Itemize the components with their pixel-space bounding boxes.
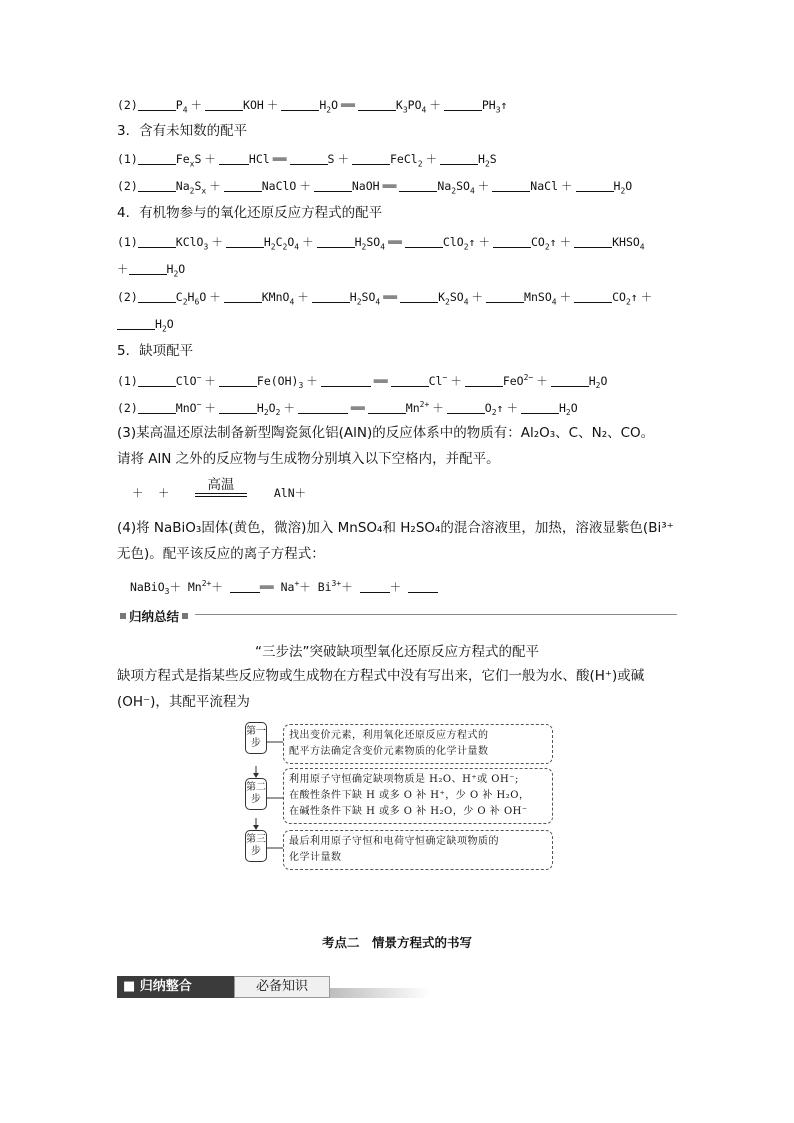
blank[interactable] [368,400,406,414]
three-step-flowchart [245,718,550,873]
equation-label: (2) [117,179,138,193]
summary-tag: 归纳总结 [117,607,195,625]
product-aln: AlN＋ [273,486,307,500]
blank[interactable] [465,373,503,387]
blank[interactable] [360,579,390,593]
method-paragraph-line1: 缺项方程式是指某些反应物或生成物在方程式中没有写出来，它们一般为水、酸(H⁺)或碱 [117,668,645,684]
band-light-label: 必备知识 [234,976,330,998]
equation-c2h6o: (2) $C_2H_6O$ ＋ KMnO$_4$ ＋ $H_2SO_4$ ══ $K_2SO_4$ ＋ MnSO$_4$ ＋ $CO_2↑$ ＋ [117,290,653,307]
blank[interactable] [205,97,243,111]
blank[interactable] [138,400,176,414]
equation-label: (1) [117,152,138,166]
step-3-box: 最后利用原子守恒和电荷守恒确定缺项物质的 化学计量数 [283,830,553,870]
blank[interactable] [224,289,262,303]
blank[interactable] [129,261,167,275]
step-1-box: 找出变价元素，利用氧化还原反应方程式的 配平方法确定含变价元素物质的化学计量数 [283,724,553,764]
square-icon [120,613,126,619]
blank[interactable] [138,178,176,192]
blank[interactable] [281,97,319,111]
blank[interactable] [400,289,438,303]
question-4-text: (4)将 NaBiO₃固体(黄色，微溶)加入 MnSO₄和 H₂SO₄的混合溶液里，加热，溶液显紫色(Bi³⁺ [117,520,674,536]
blank[interactable] [358,97,396,111]
blank[interactable] [138,151,176,165]
blank[interactable] [444,97,482,111]
blank[interactable] [321,373,371,387]
band-gradient [330,988,430,998]
blank[interactable] [399,178,437,192]
reaction-condition: 高温 [207,477,235,493]
blank[interactable] [290,151,328,165]
blank[interactable] [219,373,257,387]
section-band [117,976,430,998]
blank[interactable] [574,234,612,248]
section-5-title: 5．缺项配平 [117,343,194,359]
blank[interactable] [138,234,176,248]
question-3-text: (3)某高温还原法制备新型陶瓷氮化铝(AlN)的反应体系中的物质有：Al₂O₃、C、N₂、CO。 [117,425,655,441]
blank[interactable] [219,400,257,414]
blank[interactable] [521,400,559,414]
summary-divider [117,607,677,624]
equation-aln: ＋ ＋ 高温 AlN＋ [132,477,307,500]
section-3-title: 3．含有未知数的配平 [117,123,248,139]
blank[interactable] [314,178,352,192]
equation-na2sx: (2) $Na_2S_x$ ＋ NaClO ＋ NaOH ══ $Na_2SO_4$ ＋ NaCl ＋ $H_2O$ [117,179,633,196]
equation-p4-koh: (2) $P_4$ ＋ KOH ＋ $H_2O$ ══ $K_3PO_4$ ＋ $PH_3↑$ [117,98,508,115]
question-4-instruction: 无色)。配平该反应的离子方程式： [117,546,325,562]
blank[interactable] [352,151,390,165]
blank[interactable] [551,373,589,387]
section-4-title: 4．有机物参与的氧化还原反应方程式的配平 [117,205,383,221]
equation-label: (1) [117,235,138,249]
step-2-box: 利用原子守恒确定缺项物质是 H₂O、H⁺或 OH⁻; 在酸性条件下缺 H 或多 O 补 H⁺，少 O 补 H₂O， 在碱性条件下缺 H 或多 O 补 H₂O，少 O 补 OH⁻ [283,768,553,824]
equation-label: (1) [117,373,138,388]
blank[interactable] [224,178,262,192]
equation-label: (2) [117,98,138,112]
blank[interactable] [117,316,155,330]
equation-nabio3: NaBiO$_3$＋ $Mn^{2+}+$ ══ $Na^++ Bi^{3+}+$ ＋ [130,575,438,601]
method-paragraph-line2: (OH⁻)，其配平流程为 [117,694,250,710]
blank[interactable] [138,289,176,303]
question-3-instruction: 请将 AlN 之外的反应物与生成物分别填入以下空格内，并配平。 [117,451,500,467]
equation-kclo3-cont: ＋ $H_2O$ [117,262,186,279]
reaction-arrow [195,477,247,497]
blank[interactable] [405,234,443,248]
blank[interactable] [138,97,176,111]
blank[interactable] [447,400,485,414]
blank[interactable] [138,373,176,387]
blank[interactable] [408,579,438,593]
blank[interactable] [493,234,531,248]
equation-mno4: (2) $MnO^- + H_2O_2$ ＋ ══ $Mn^{2+}$ ＋ $O_2↑ + H_2O$ [117,400,578,418]
equation-kclo3: (1) KClO$_3$ ＋ $H_2C_2O_4 + H_2SO_4$ ══ ClO$_2$↑ ＋ $CO_2↑$ ＋ $KHSO_4$ [117,235,645,252]
square-icon [182,613,188,619]
equation-label: (2) [117,400,138,415]
blank[interactable] [230,579,260,593]
blank[interactable] [486,289,524,303]
kaodian-title: 考点二 情景方程式的书写 [321,935,472,950]
equation-fexs: (1) $Fe_xS$ ＋ HCl ══ S ＋ FeCl$_2$ ＋ $H_2S$ [117,152,497,169]
blank[interactable] [219,151,249,165]
step-1-label: 第一步 [245,722,267,754]
step-2-label: 第二步 [245,778,267,810]
blank[interactable] [298,400,348,414]
blank[interactable] [492,178,530,192]
divider-line [183,614,677,615]
blank[interactable] [312,289,350,303]
method-title: “三步法”突破缺项型氧化还原反应方程式的配平 [255,644,539,660]
blank[interactable] [317,234,355,248]
equation-clo: (1) $ClO^- + Fe(OH)_3$ ＋ ══ $Cl^- + FeO^{2-} + H_2O$ [117,373,608,391]
blank[interactable] [391,373,429,387]
band-dark-label: ■ 归纳整合 [117,976,234,998]
blank[interactable] [440,151,478,165]
blank[interactable] [576,178,614,192]
step-3-label: 第三步 [245,830,267,862]
blank[interactable] [226,234,264,248]
blank[interactable] [574,289,612,303]
equation-c2h6o-cont: $H_2O$ [117,315,174,338]
